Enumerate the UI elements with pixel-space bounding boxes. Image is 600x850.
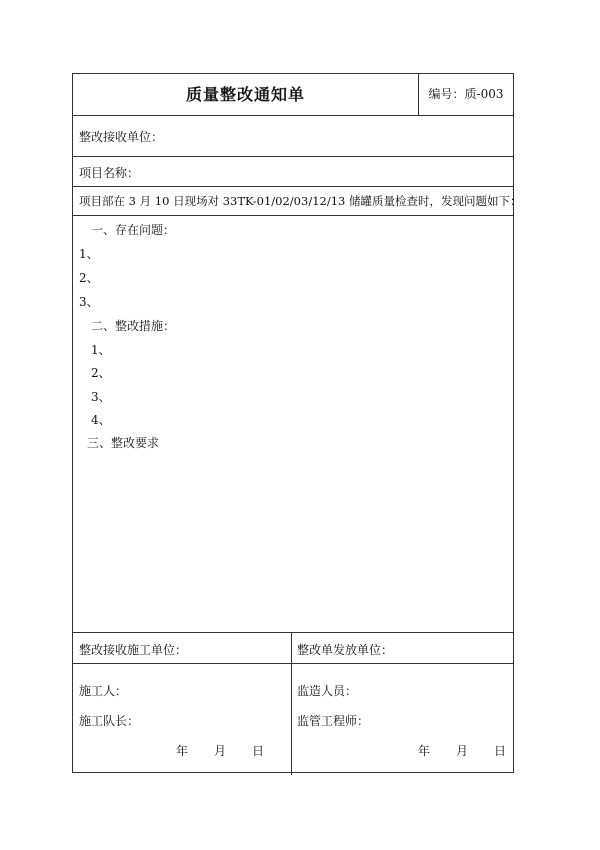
content-area [73, 215, 513, 632]
issue-item: 3、 [79, 295, 99, 309]
construction-unit-label: 整改接收施工单位： [79, 643, 188, 657]
date-month: 月 [456, 744, 469, 758]
issue-item: 1、 [79, 247, 99, 261]
column-divider [291, 633, 292, 775]
row-divider [73, 663, 513, 664]
team-leader-label: 施工队长： [79, 714, 140, 728]
measure-item: 1、 [91, 343, 111, 357]
page-title: 质量整改通知单 [185, 85, 305, 104]
statement-row [73, 186, 522, 215]
measure-item: 2、 [91, 366, 111, 380]
signature-area [73, 632, 513, 774]
issues-heading: 一、存在问题： [91, 223, 176, 237]
issuing-unit-label: 整改单发放单位： [297, 643, 394, 657]
right-date [418, 742, 506, 759]
date-day: 日 [252, 744, 265, 758]
requirements-heading: 三、整改要求 [87, 436, 160, 450]
supervisor-label: 监造人员： [297, 684, 358, 698]
date-year: 年 [176, 744, 189, 758]
left-date [176, 742, 264, 759]
title-row [73, 74, 513, 115]
document-code: 编号：质-003 [418, 74, 513, 115]
receiving-unit-label: 整改接收单位： [79, 130, 164, 144]
date-day: 日 [494, 744, 507, 758]
receiving-unit-row [73, 115, 513, 156]
measures-heading: 二、整改措施： [91, 319, 176, 333]
rectification-notice-form [72, 73, 522, 773]
measure-item: 4、 [91, 413, 111, 427]
issue-item: 2、 [79, 271, 99, 285]
project-name-label: 项目名称： [79, 166, 140, 180]
inspection-statement: 项目部在 3 月 10 日现场对 33TK-01/02/03/12/13 储罐质量检查时，发现问题如下： [79, 194, 522, 208]
project-name-row [73, 156, 513, 186]
date-month: 月 [214, 744, 227, 758]
date-year: 年 [418, 744, 431, 758]
constructor-label: 施工人： [79, 684, 128, 698]
engineer-label: 监管工程师： [297, 714, 370, 728]
measure-item: 3、 [91, 390, 111, 404]
